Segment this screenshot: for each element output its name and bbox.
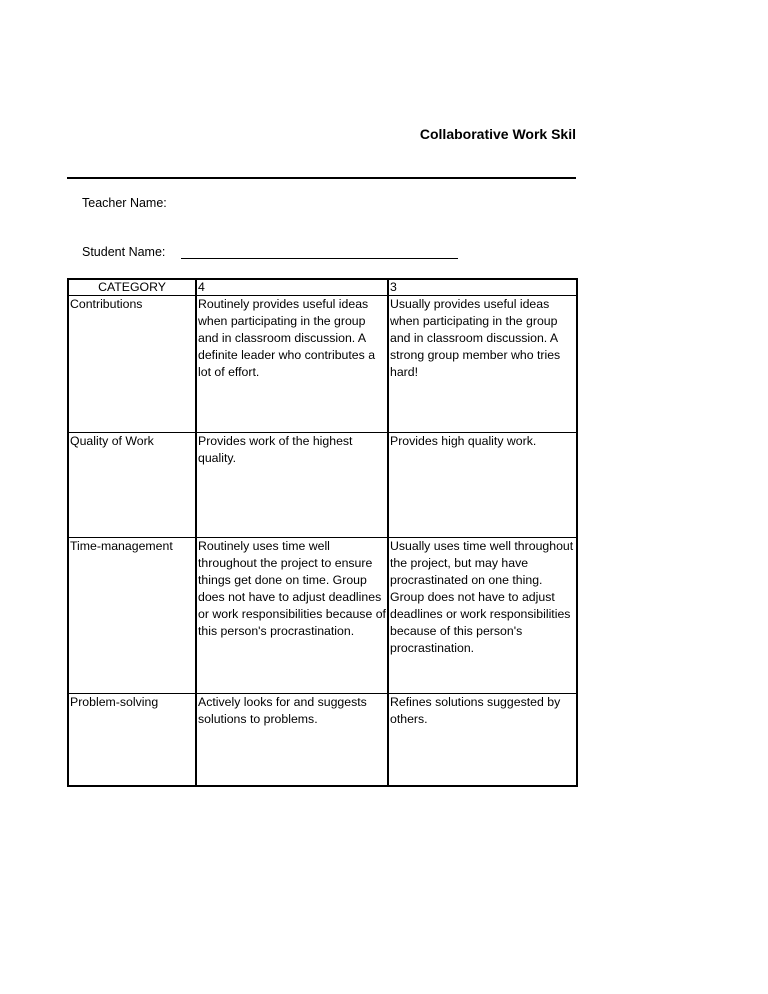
rubric-header-row — [68, 279, 577, 296]
row-level-3-description: Usually uses time well throughout the project, but may have procrastinated on one thing. Group does not have to adjust deadlines or work responsibilities because of this person's procrastination. — [388, 538, 577, 694]
row-level-3-description: Refines solutions suggested by others. — [388, 694, 577, 787]
row-category: Quality of Work — [68, 433, 196, 538]
row-level-4-description: Routinely uses time well throughout the project to ensure things get done on time. Group does not have to adjust deadlines or work responsibilities because of this person's procrastination. — [196, 538, 388, 694]
table-row — [68, 538, 577, 694]
row-level-3-description: Usually provides useful ideas when participating in the group and in classroom discussion. A strong group member who tries hard! — [388, 296, 577, 433]
table-row — [68, 296, 577, 433]
row-category: Problem-solving — [68, 694, 196, 787]
row-level-4-description: Routinely provides useful ideas when participating in the group and in classroom discussion. A definite leader who contributes a lot of effort. — [196, 296, 388, 433]
rubric-table — [67, 278, 578, 787]
row-category: Contributions — [68, 296, 196, 433]
table-row — [68, 694, 577, 787]
row-level-4-description: Provides work of the highest quality. — [196, 433, 388, 538]
title-divider — [67, 177, 576, 179]
header-category: CATEGORY — [68, 279, 196, 296]
table-row — [68, 433, 577, 538]
row-level-4-description: Actively looks for and suggests solutions to problems. — [196, 694, 388, 787]
student-name-blank-line — [181, 258, 458, 259]
row-level-3-description: Provides high quality work. — [388, 433, 577, 538]
document-title: Collaborative Work Skil — [419, 126, 576, 142]
teacher-name-label: Teacher Name: — [82, 196, 167, 210]
student-name-label: Student Name: — [82, 245, 166, 259]
row-category: Time-management — [68, 538, 196, 694]
header-level-4: 4 — [196, 279, 388, 296]
header-level-3: 3 — [388, 279, 577, 296]
